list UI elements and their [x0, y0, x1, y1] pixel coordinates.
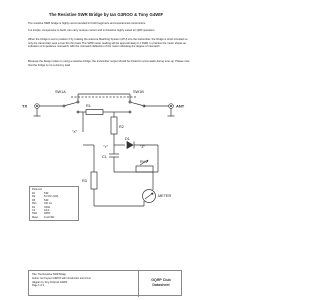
intro-paragraph-2: It is simple, inexpensive to build, can carry serious current and is therefore highly suited for QRP operation. — [28, 29, 156, 32]
d1-label: D1 — [125, 137, 130, 141]
part-value: 10K Lin — [44, 202, 53, 206]
part-value: 51R — [44, 192, 49, 196]
d1-diode — [127, 142, 133, 149]
node-y-label: "Y" — [103, 145, 109, 149]
node-z-label: "Z" — [140, 145, 146, 149]
sw1a-label: SW1A — [55, 90, 66, 94]
r2-resistor — [111, 117, 117, 134]
r1-resistor — [86, 110, 103, 115]
intro-paragraph-4: Because the design relies on using a resistive bridge, the transmitter output should be limited to a few watts during tune-up. Please note that the bridge is not a dummy load. — [28, 60, 190, 67]
ant-label: ANT — [176, 103, 185, 109]
sw1b-label: SW1B — [133, 90, 144, 94]
part-value: OA91 — [44, 205, 51, 209]
part-ref: C1 — [32, 208, 36, 212]
node-x-label: "X" — [72, 130, 78, 134]
part-value: 1mA FSD — [44, 215, 55, 219]
datasheet-footer — [28, 270, 182, 296]
r2-label: R2 — [119, 125, 124, 129]
club-badge — [139, 271, 183, 297]
document-title: The Resistive SWR Bridge by Ian G3ROO & Tony G4WIF — [48, 12, 164, 17]
parts-list — [29, 186, 79, 221]
part-ref: R2 — [32, 195, 36, 199]
part-value: 51 Ohm (2W) — [44, 195, 59, 199]
parts-list-heading: Parts List — [32, 188, 42, 191]
footer-title: Title: The Resistive SWR Bridge — [32, 273, 67, 276]
part-ref: Meter — [32, 215, 39, 219]
intro-paragraph-1: The resistive SWR bridge is highly recommended for both beginners and experienced constructors. — [28, 22, 147, 25]
rv1-potentiometer — [136, 166, 153, 172]
parts-list-row — [32, 216, 76, 219]
part-ref: SW1 — [32, 212, 38, 216]
footer-drawn: diagram by Tony Fishpool G4WIF — [32, 280, 68, 284]
part-ref: RV1 — [32, 202, 37, 206]
footer-author: Author: Ian Keyser G3ROO with introduction and circuit — [32, 277, 91, 281]
club-name: GQRP Club — [151, 278, 171, 282]
rv1-label: RV1 — [140, 160, 148, 164]
footer-page: Page 1 of 1 — [32, 284, 45, 288]
c1-label: C1 — [102, 155, 107, 159]
part-value: DPDT — [44, 212, 51, 216]
intro-paragraph-3: When the bridge is set to position 2 by rotating the antenna Matching System (ATU) into the transmitter, the bridge is short-circuited so only the transmitter sees a true 50 ohm load. The SWR meter reading will be approximately 0.1 SWR. In practice the meter shows an indication of impedance mismatch; with the mismatch deflection of the meter indicating the degree of mismatch. — [28, 38, 188, 48]
r1-label: R1 — [86, 104, 91, 108]
tx-label: TX — [22, 103, 28, 109]
club-datasheet-label: Datasheet — [152, 282, 170, 287]
part-ref: R3 — [32, 198, 36, 202]
part-ref: R1 — [32, 192, 36, 196]
r3-label: R3 — [82, 179, 87, 183]
meter-label: METER — [158, 194, 172, 198]
part-value: 10nF — [44, 208, 50, 212]
part-ref: D1 — [32, 205, 36, 209]
part-value: 51R — [44, 198, 49, 202]
footer-info — [29, 271, 139, 297]
r3-resistor — [91, 172, 97, 189]
